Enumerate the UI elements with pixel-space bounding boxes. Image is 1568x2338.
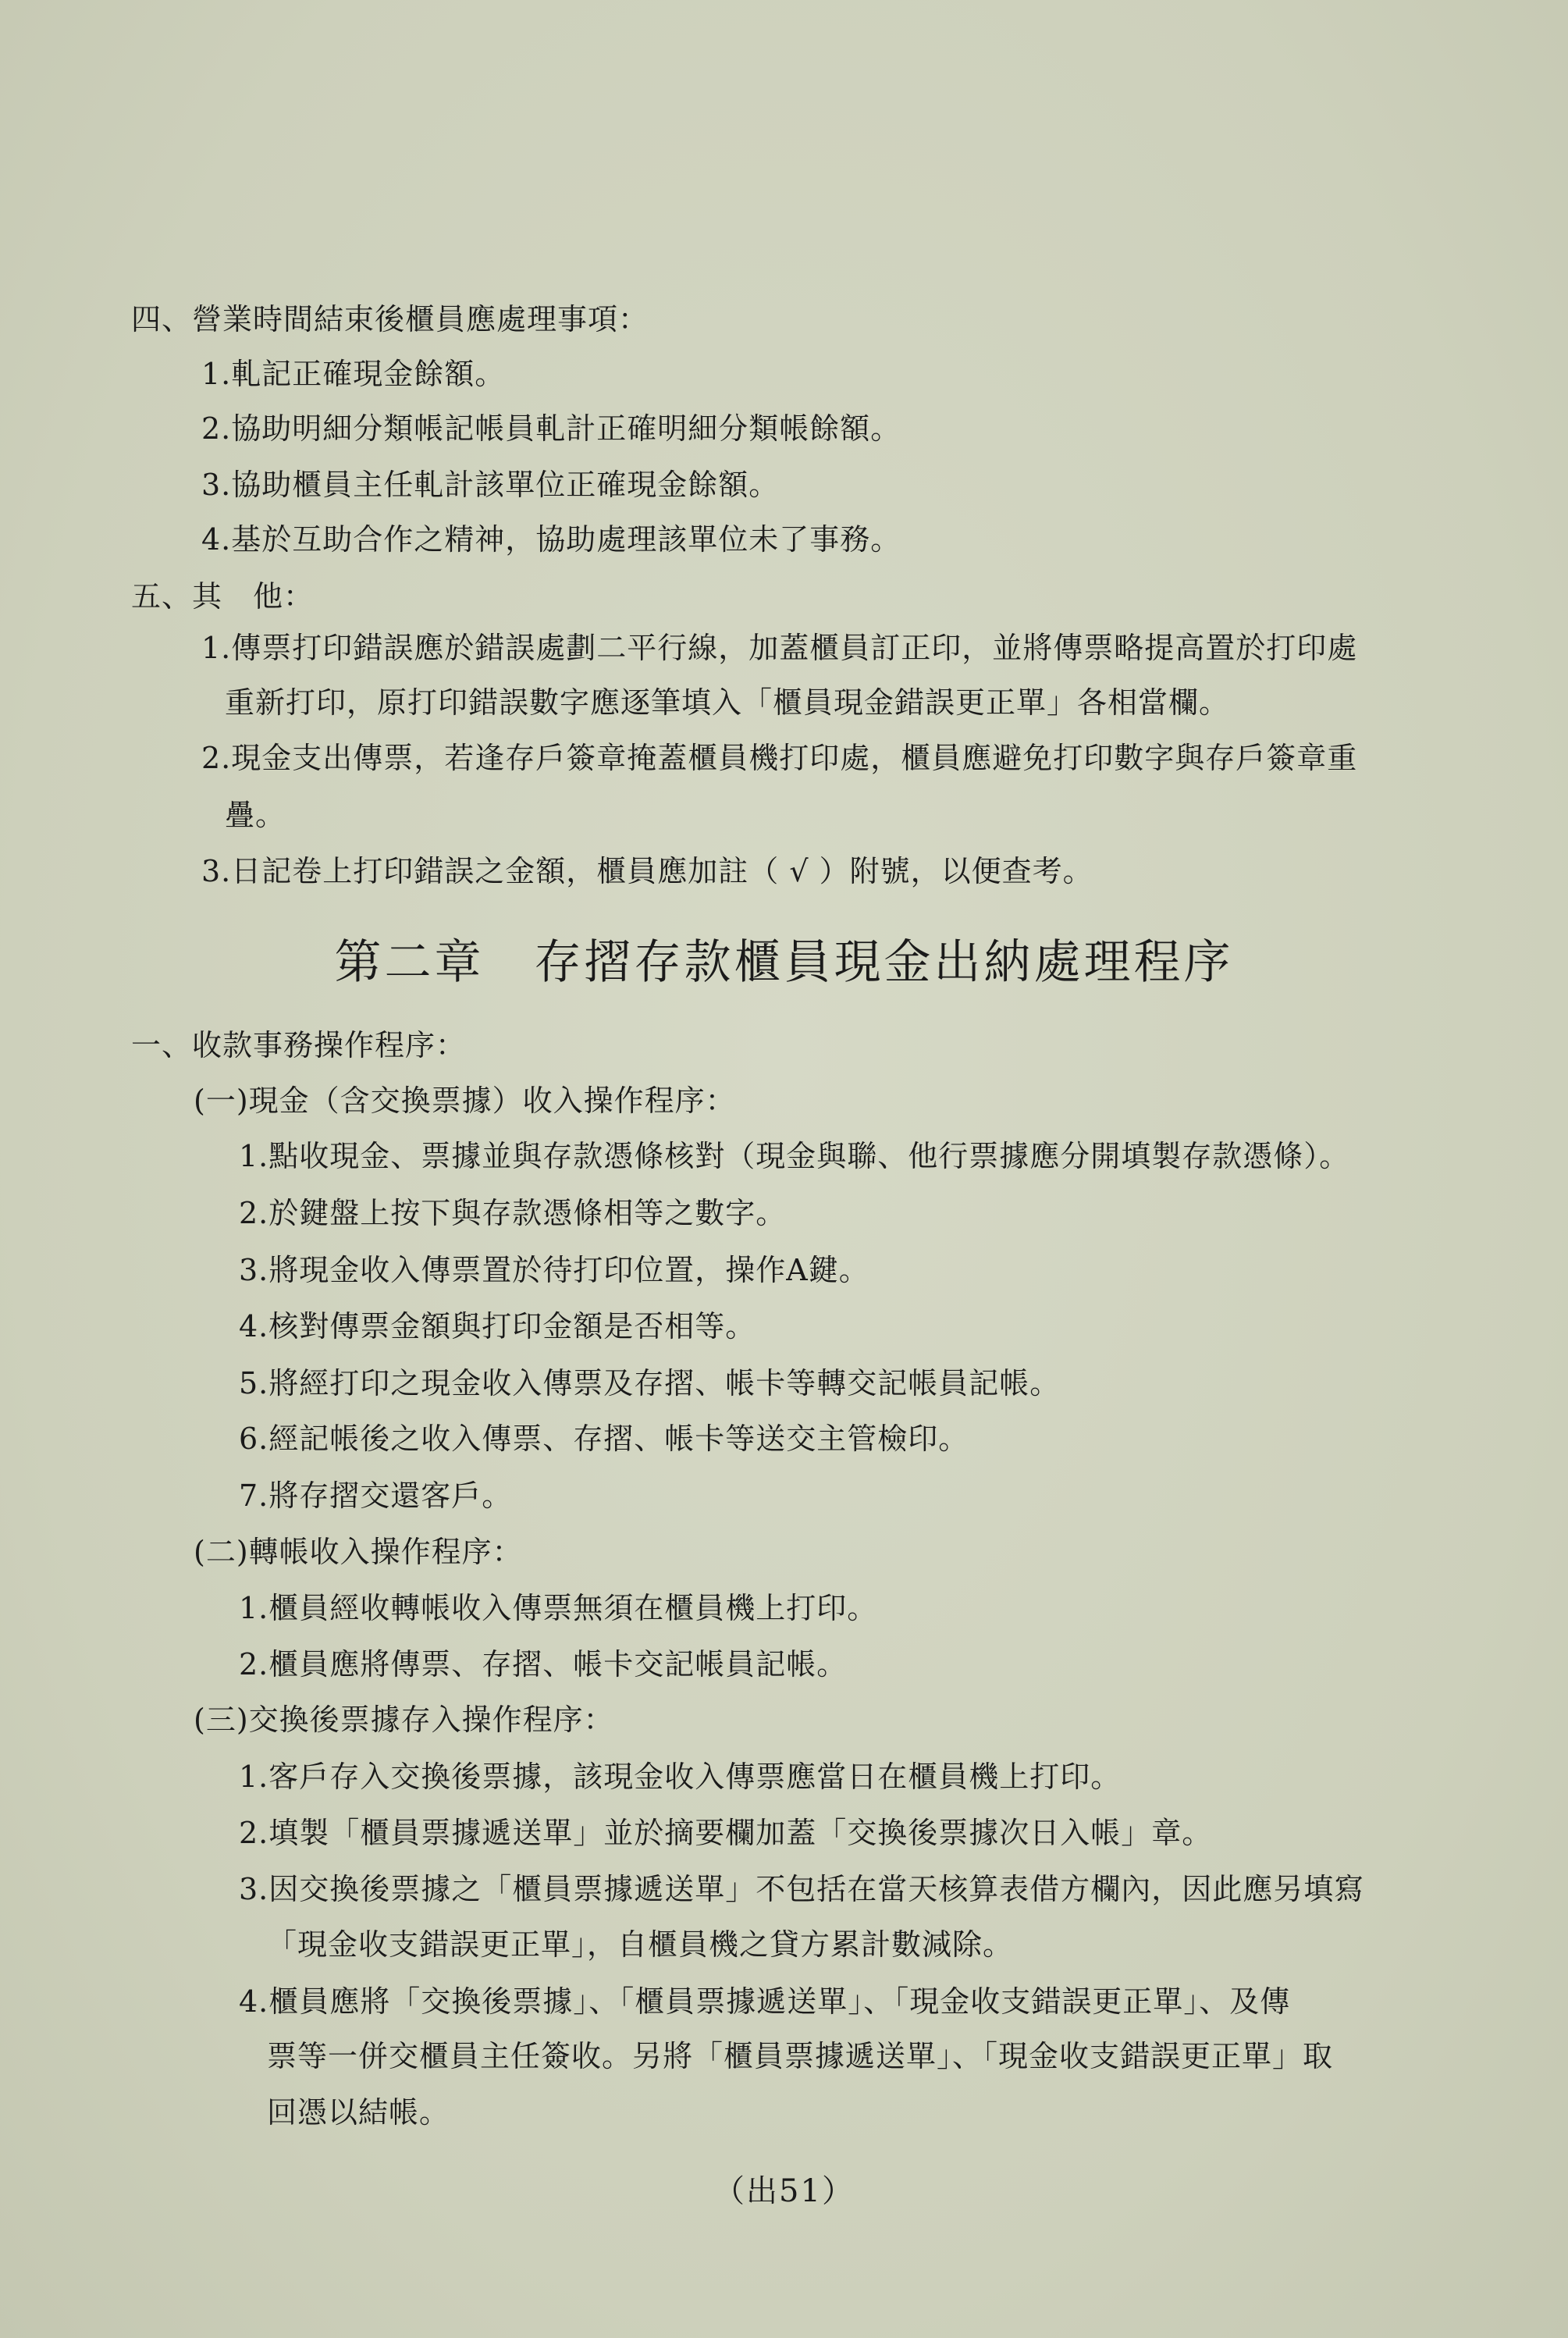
section-5-item-2-line-1: 2.現金支出傳票，若逢存戶簽章掩蓋櫃員機打印處，櫃員應避免打印數字與存戶簽章重	[201, 741, 1358, 775]
subsection-1-heading: (一)現金（含交換票據）收入操作程序：	[194, 1084, 736, 1118]
section-5-item-3: 3.日記卷上打印錯誤之金額，櫃員應加註（ √ ）附號，以便查考。	[201, 854, 1093, 888]
chapter-section-1-heading: 一、收款事務操作程序：	[131, 1028, 467, 1062]
page-number: （出51）	[713, 2173, 855, 2209]
subsection-1-item-7: 7.將存摺交還客戶。	[239, 1479, 513, 1513]
subsection-1-item-4: 4.核對傳票金額與打印金額是否相等。	[239, 1309, 756, 1343]
subsection-3-item-4-line-2: 票等一併交櫃員主任簽收。另將「櫃員票據遞送單」、「現金收支錯誤更正單」取	[267, 2039, 1334, 2073]
subsection-2-item-1: 1.櫃員經收轉帳收入傳票無須在櫃員機上打印。	[239, 1591, 878, 1625]
subsection-3-item-2: 2.填製「櫃員票據遞送單」並於摘要欄加蓋「交換後票據次日入帳」章。	[239, 1816, 1213, 1850]
subsection-1-item-3: 3.將現金收入傳票置於待打印位置，操作A鍵。	[239, 1253, 869, 1287]
section-4-heading: 四、營業時間結束後櫃員應處理事項：	[131, 302, 649, 336]
section-4-item-3: 3.協助櫃員主任軋計該單位正確現金餘額。	[201, 468, 780, 502]
section-4-item-4: 4.基於互助合作之精神，協助處理該單位未了事務。	[201, 522, 901, 557]
subsection-1-item-2: 2.於鍵盤上按下與存款憑條相等之數字。	[239, 1196, 787, 1230]
subsection-1-item-5: 5.將經打印之現金收入傳票及存摺、帳卡等轉交記帳員記帳。	[239, 1366, 1061, 1400]
section-4-item-2: 2.協助明細分類帳記帳員軋計正確明細分類帳餘額。	[201, 411, 901, 446]
subsection-3-item-4-line-3: 回憑以結帳。	[267, 2095, 450, 2130]
subsection-2-item-2: 2.櫃員應將傳票、存摺、帳卡交記帳員記帳。	[239, 1647, 848, 1681]
subsection-3-heading: (三)交換後票據存入操作程序：	[194, 1703, 614, 1737]
section-5-item-2-line-2: 疊。	[225, 798, 286, 832]
subsection-3-item-1: 1.客戶存入交換後票據，該現金收入傳票應當日在櫃員機上打印。	[239, 1760, 1122, 1794]
subsection-3-item-3-line-2: 「現金收支錯誤更正單」，自櫃員機之貸方累計數減除。	[267, 1927, 1014, 1962]
subsection-2-heading: (二)轉帳收入操作程序：	[194, 1535, 523, 1569]
subsection-1-item-1: 1.點收現金、票據並與存款憑條核對（現金與聯、他行票據應分開填製存款憑條）。	[239, 1139, 1350, 1173]
subsection-3-item-4-line-1: 4.櫃員應將「交換後票據」、「櫃員票據遞送單」、「現金收支錯誤更正單」、及傳	[239, 1984, 1291, 2019]
subsection-3-item-3-line-1: 3.因交換後票據之「櫃員票據遞送單」不包括在當天核算表借方欄內，因此應另填寫	[239, 1872, 1365, 1906]
chapter-title: 第二章 存摺存款櫃員現金出納處理程序	[334, 935, 1234, 990]
section-5-item-1-line-2: 重新打印，原打印錯誤數字應逐筆填入「櫃員現金錯誤更正單」各相當欄。	[225, 685, 1230, 720]
subsection-1-item-6: 6.經記帳後之收入傳票、存摺、帳卡等送交主管檢印。	[239, 1422, 969, 1456]
section-4-item-1: 1.軋記正確現金餘額。	[201, 357, 506, 391]
section-5-heading: 五、其 他：	[131, 579, 315, 614]
section-5-item-1-line-1: 1.傳票打印錯誤應於錯誤處劃二平行線，加蓋櫃員訂正印，並將傳票略提高置於打印處	[201, 631, 1358, 665]
